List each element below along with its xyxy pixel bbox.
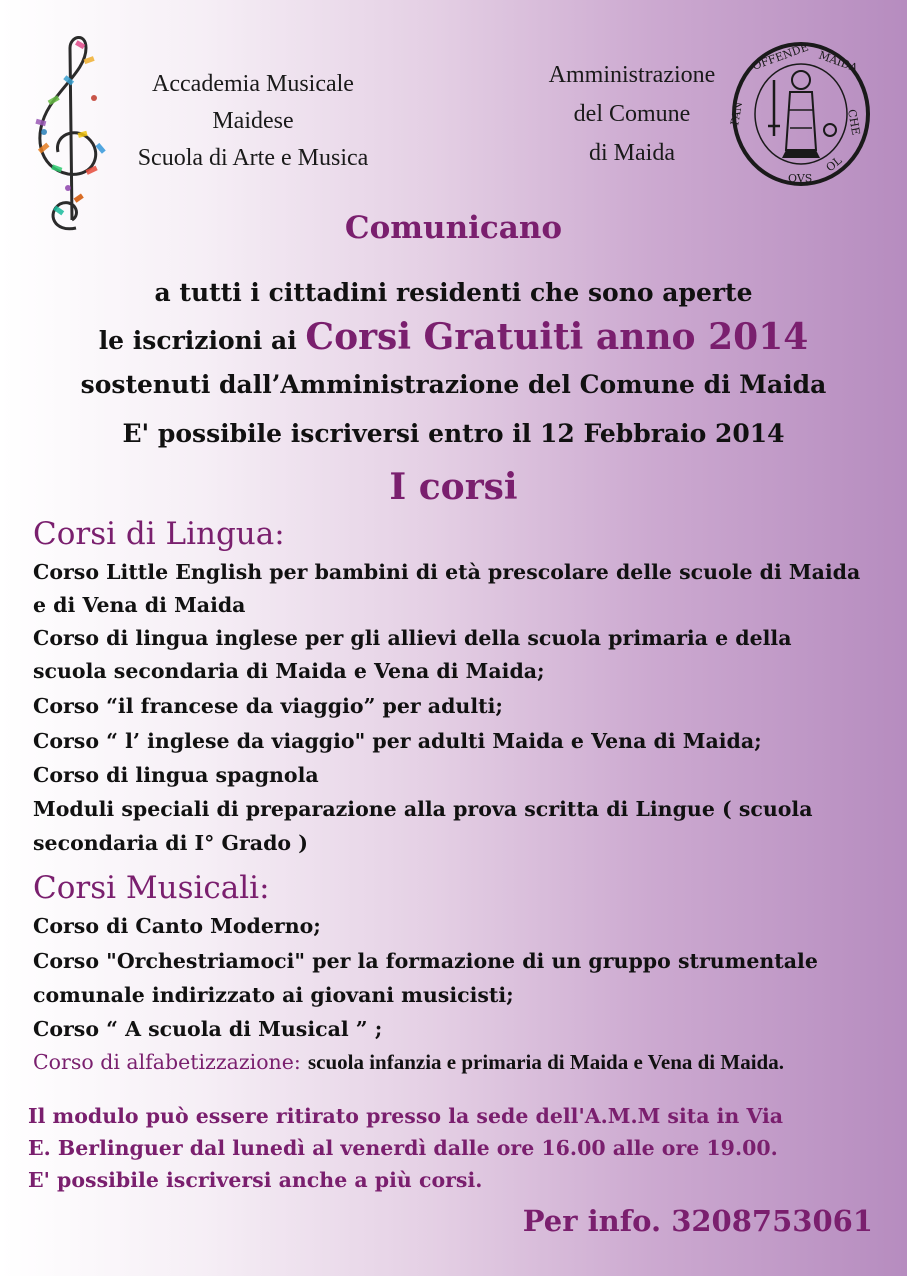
- language-course-line: Corso “ l’ inglese da viaggio" per adulti Maida e Vena di Maida;: [33, 729, 762, 753]
- language-courses-title: Corsi di Lingua:: [33, 516, 285, 552]
- courses-title: I corsi: [389, 466, 518, 508]
- literacy-course-text: scuola infanzia e primaria di Maida e Vena di Maida.: [307, 1050, 784, 1074]
- announcement-line-3: sostenuti dall’Amministrazione del Comune di Maida: [80, 370, 827, 399]
- announcement-line-2: [0, 316, 907, 358]
- svg-text:OVS: OVS: [788, 172, 813, 185]
- language-course-line: e di Vena di Maida: [33, 593, 246, 617]
- municipality-name-line: del Comune: [573, 101, 691, 127]
- music-course-line: Corso di Canto Moderno;: [33, 914, 321, 938]
- treble-clef-logo-icon: [24, 28, 116, 240]
- language-course-line: secondaria di I° Grado ): [33, 831, 308, 855]
- music-course-line: Corso “ A scuola di Musical ” ;: [33, 1017, 383, 1041]
- language-course-line: Corso “il francese da viaggio” per adulti;: [33, 694, 503, 718]
- municipality-name: [534, 56, 730, 173]
- svg-text:CHE: CHE: [845, 108, 863, 137]
- footer-line: E' possibile iscriversi anche a più corsi.: [28, 1168, 483, 1192]
- svg-text:OL: OL: [823, 153, 845, 175]
- literacy-course-label: Corso di alfabetizzazione:: [33, 1050, 301, 1074]
- music-courses-title: Corsi Musicali:: [33, 870, 270, 906]
- literacy-course-line: [33, 1050, 784, 1075]
- svg-text:OFFENDE: OFFENDE: [750, 40, 811, 73]
- academy-name-line: Accademia Musicale: [152, 71, 354, 97]
- contact-phone: Per info. 3208753061: [522, 1204, 873, 1238]
- municipality-name-line: di Maida: [589, 140, 675, 166]
- svg-text:PAN: PAN: [728, 100, 746, 127]
- footer-line: E. Berlinguer dal lunedì al venerdì dalle ore 16.00 alle ore 19.00.: [28, 1136, 778, 1160]
- language-course-line: scuola secondaria di Maida e Vena di Maida;: [33, 659, 545, 683]
- deadline-line: E' possibile iscriversi entro il 12 Febbraio 2014: [122, 419, 785, 448]
- footer-line: Il modulo può essere ritirato presso la sede dell'A.M.M sita in Via: [28, 1104, 784, 1128]
- academy-name-line: Maidese: [212, 108, 294, 134]
- academy-name: [118, 66, 388, 177]
- music-course-line: Corso "Orchestriamoci" per la formazione di un gruppo strumentale: [33, 949, 818, 973]
- announcement-line-1: a tutti i cittadini residenti che sono aperte: [154, 278, 753, 307]
- svg-text:MAIDA: MAIDA: [816, 48, 860, 75]
- municipal-seal-icon: [730, 40, 872, 188]
- language-course-line: Corso di lingua spagnola: [33, 763, 319, 787]
- music-course-line: comunale indirizzato ai giovani musicisti;: [33, 983, 514, 1007]
- municipality-name-line: Amministrazione: [548, 62, 716, 88]
- headline: Comunicano: [344, 210, 563, 246]
- announcement-line-2-prefix: le iscrizioni ai: [98, 326, 297, 355]
- language-course-line: Corso Little English per bambini di età prescolare delle scuole di Maida: [33, 560, 861, 584]
- language-course-line: Moduli speciali di preparazione alla prova scritta di Lingue ( scuola: [33, 797, 813, 821]
- free-courses-highlight: Corsi Gratuiti anno 2014: [305, 316, 809, 358]
- language-course-line: Corso di lingua inglese per gli allievi della scuola primaria e della: [33, 626, 792, 650]
- academy-name-line: Scuola di Arte e Musica: [137, 145, 369, 171]
